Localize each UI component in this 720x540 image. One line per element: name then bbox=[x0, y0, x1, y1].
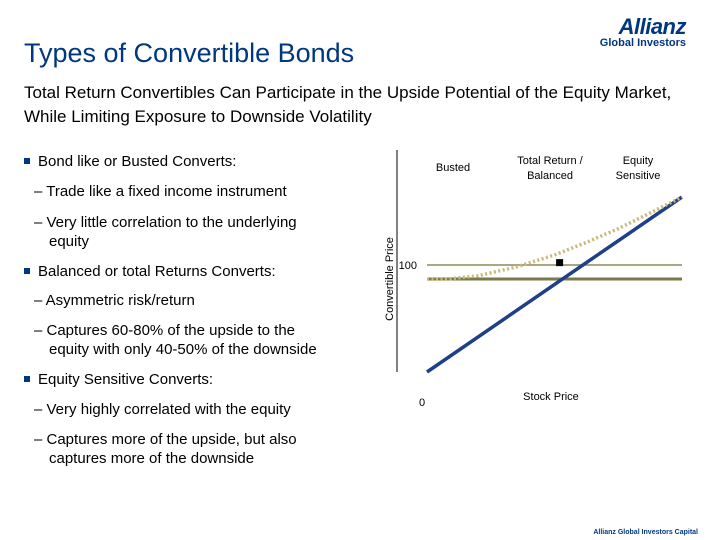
region-label-equity-sensitive-line1: Equity bbox=[622, 155, 654, 167]
region-label-busted: Busted bbox=[435, 162, 471, 174]
region-label-total-return-line2: Balanced bbox=[527, 170, 573, 182]
bullet-equity-sensitive: Equity Sensitive Converts: bbox=[24, 370, 213, 389]
footer-brand: Allianz Global Investors Capital bbox=[593, 529, 698, 536]
sub-bullet: – Captures 60-80% of the upside to the equity with only 40-50% of the downside bbox=[34, 322, 317, 358]
x-axis-label: Stock Price bbox=[523, 391, 579, 403]
x-tick-label: 0 bbox=[418, 397, 426, 409]
page-title: Types of Convertible Bonds bbox=[24, 38, 355, 68]
sub-bullet: – Captures more of the upside, but also captures more of the downside bbox=[34, 431, 297, 467]
data-marker bbox=[556, 259, 563, 266]
sub-bullet: – Very highly correlated with the equity bbox=[34, 401, 291, 418]
y-tick-label: 100 bbox=[398, 260, 417, 272]
bullet-balanced: Balanced or total Returns Converts: bbox=[24, 262, 276, 281]
region-label-total-return-line1: Total Return / bbox=[517, 155, 583, 167]
region-label-equity-sensitive-line2: Sensitive bbox=[615, 170, 661, 182]
series-convertible-price bbox=[427, 197, 682, 279]
marker-layer bbox=[556, 259, 563, 266]
logo-subtitle: Global Investors bbox=[599, 37, 686, 49]
page-subtitle: Total Return Convertibles Can Participate in the Upside Potential of the Equity Market, While Limiting Exposure to Downside Volatility bbox=[24, 83, 672, 126]
series-layer bbox=[427, 197, 682, 372]
sub-bullet: – Asymmetric risk/return bbox=[34, 292, 195, 309]
sub-bullet: – Very little correlation to the underlying equity bbox=[34, 214, 297, 250]
series-parity bbox=[427, 197, 682, 372]
bullet-busted: Bond like or Busted Converts: bbox=[24, 152, 236, 171]
sub-bullet: – Trade like a fixed income instrument bbox=[34, 183, 287, 200]
y-axis-label: Convertible Price bbox=[384, 237, 396, 321]
logo-word: Allianz bbox=[618, 14, 686, 39]
